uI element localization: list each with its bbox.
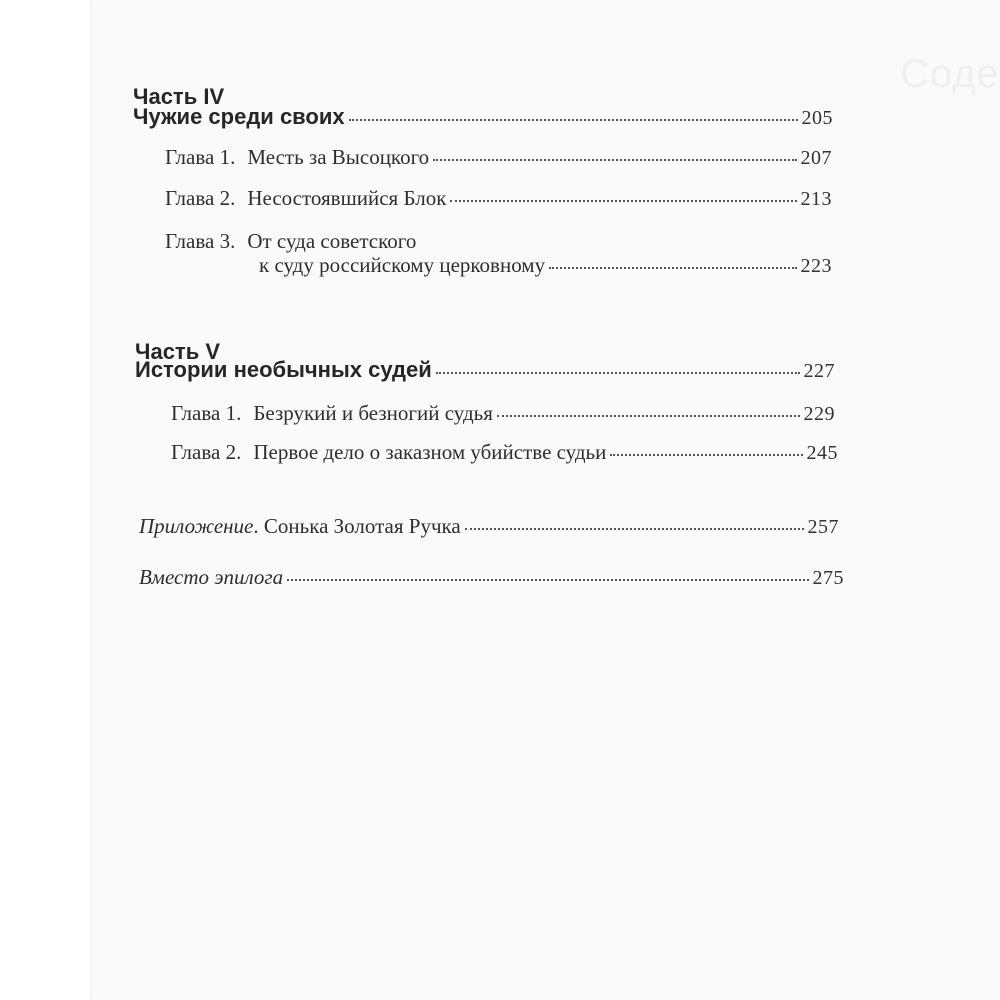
toc-entry-appendix[interactable]	[139, 514, 839, 539]
dot-leader	[287, 579, 808, 581]
dot-leader	[497, 415, 800, 417]
chapter-title-line1: От суда советского	[247, 229, 417, 253]
toc-entry-chapter[interactable]	[165, 229, 416, 254]
dot-leader	[465, 528, 804, 530]
dot-leader	[349, 119, 798, 121]
page-number: 245	[806, 442, 838, 464]
page-number: 229	[803, 403, 835, 425]
toc-entry-epilogue[interactable]	[139, 565, 844, 590]
chapter-title: Несостоявшийся Блок	[247, 186, 447, 210]
page-number: 223	[800, 255, 832, 277]
part-label: Часть IV	[133, 84, 225, 109]
page-number: 227	[803, 360, 835, 382]
part-title: Чужие среди своих	[133, 104, 345, 129]
dot-leader	[549, 267, 796, 269]
page-number: 275	[812, 567, 844, 589]
epilogue-label: Вместо эпилога	[139, 565, 284, 589]
chapter-number: Глава 3.	[165, 229, 236, 253]
chapter-title: Месть за Высоцкого	[247, 145, 430, 169]
page-number: 205	[801, 107, 833, 129]
toc-entry-part5[interactable]	[135, 357, 835, 383]
appendix-label: Приложение	[139, 514, 254, 538]
toc-entry-part4[interactable]	[133, 104, 833, 130]
appendix-title: . Сонька Золотая Ручка	[253, 514, 461, 538]
chapter-number: Глава 1.	[165, 145, 236, 169]
bleed-through-text	[900, 52, 1000, 97]
dot-leader	[610, 454, 802, 456]
chapter-title-line2: к суду российскому церковному	[259, 253, 546, 277]
toc-entry-chapter[interactable]	[171, 440, 838, 465]
chapter-title: Безрукий и безногий судья	[253, 401, 493, 425]
page-number: 213	[800, 188, 832, 210]
dot-leader	[436, 372, 800, 374]
toc-entry-chapter-continuation[interactable]	[259, 253, 832, 278]
toc-entry-chapter[interactable]	[165, 186, 832, 211]
part-title: Истории необычных судей	[135, 357, 432, 382]
chapter-number: Глава 1.	[171, 401, 242, 425]
page-number: 207	[800, 147, 832, 169]
toc-entry-chapter[interactable]	[165, 145, 832, 170]
dot-leader	[450, 200, 796, 202]
page-number: 257	[807, 516, 839, 538]
toc-entry-chapter[interactable]	[171, 401, 835, 426]
dot-leader	[433, 159, 796, 161]
chapter-title: Первое дело о заказном убийстве судьи	[253, 440, 607, 464]
chapter-number: Глава 2.	[165, 186, 236, 210]
chapter-number: Глава 2.	[171, 440, 242, 464]
part-label: Часть V	[135, 339, 221, 364]
